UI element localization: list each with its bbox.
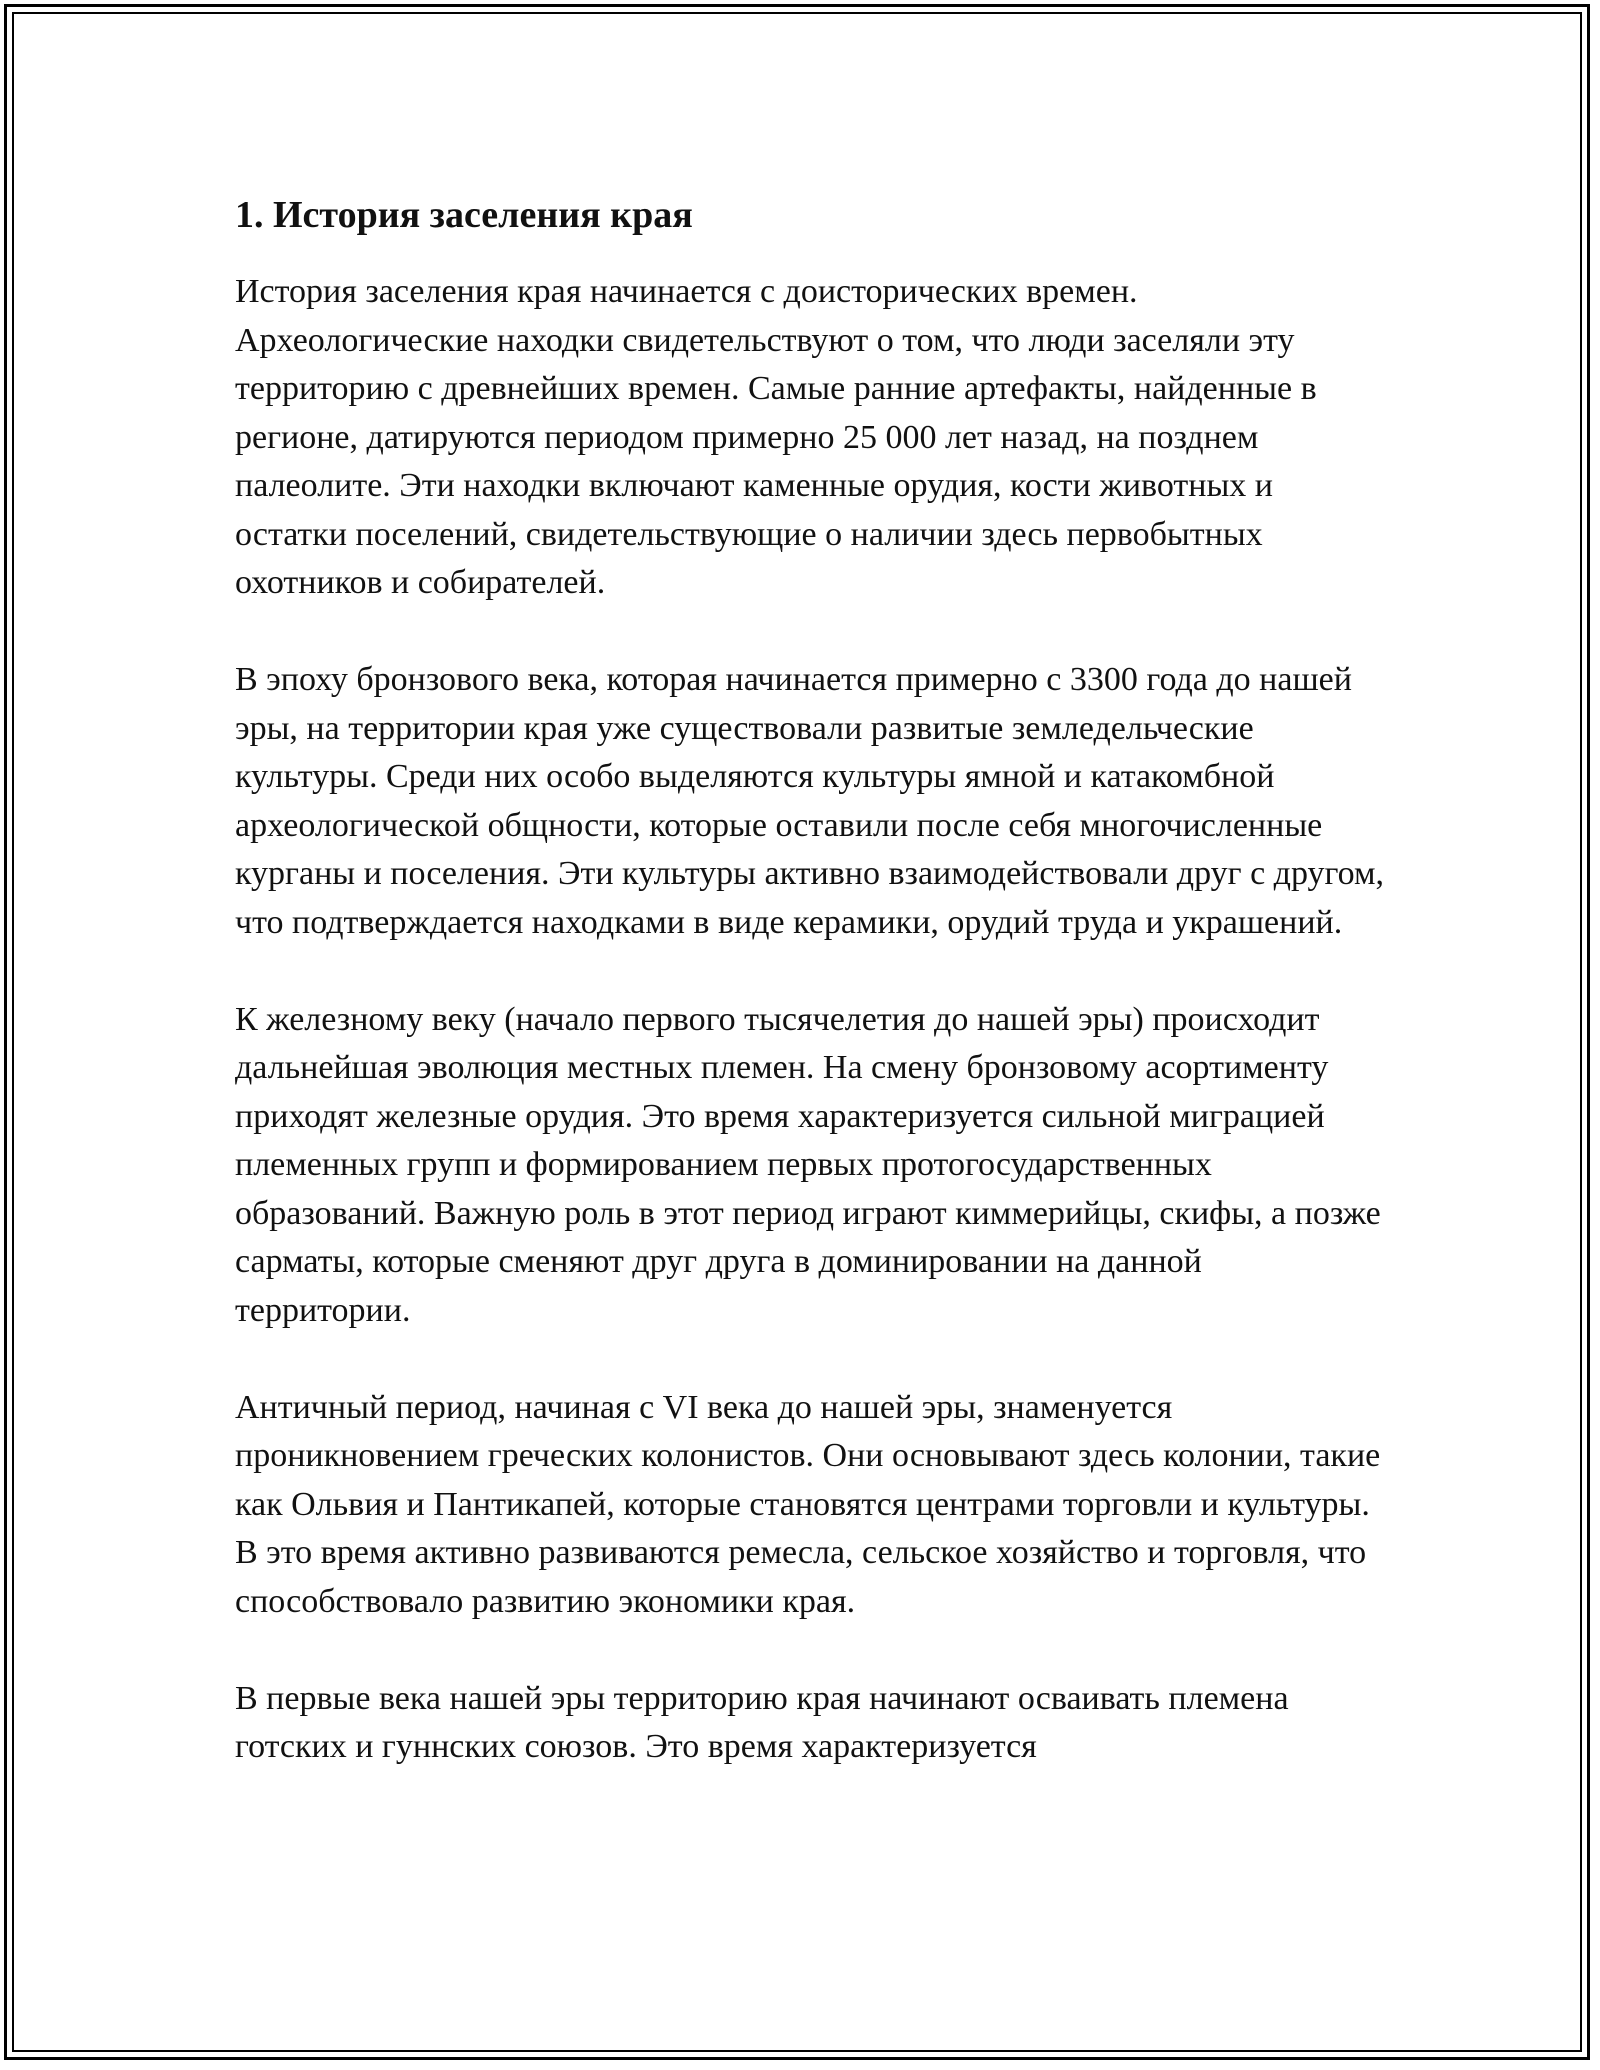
paragraph-3: К железному веку (начало первого тысячелетия до нашей эры) происходит дальнейшая эволюция местных племен. На смену бронзовому асортименту приходят железные орудия. Это время характеризуется сильной миграцией племенных групп и формированием первых протогосударственных образований. Важную роль в этот период играют киммерийцы, скифы, а позже сарматы, которые сменяют друг друга в доминировании на данной территории. [235,1000,1381,1329]
section-heading: 1. История заселения края [235,194,693,236]
paragraph-5: В первые века нашей эры территорию края начинают осваивать племена готских и гуннских союзов. Это время характеризуется [235,1679,1289,1765]
paragraph-1: История заселения края начинается с доисторических времен. Археологические находки свидетельствуют о том, что люди заселяли эту территорию с древнейших времен. Самые ранние артефакты, найденные в регионе, датируются периодом примерно 25 000 лет назад, на позднем палеолите. Эти находки включают каменные орудия, кости животных и остатки поселений, свидетельствующие о наличии здесь первобытных охотников и собирателей. [235,273,1317,601]
paragraph-2: В эпоху бронзового века, которая начинается примерно с 3300 года до нашей эры, на территории края уже существовали развитые земледельческие культуры. Среди них особо выделяются культуры ямной и катакомбной археологической общности, которые оставили после себя многочисленные курганы и поселения. Эти культуры активно взаимодействовали друг с другом, что подтверждается находками в виде керамики, орудий труда и украшений. [235,661,1384,941]
paragraph-4: Античный период, начиная с VI века до нашей эры, знаменуется проникновением греческих колонистов. Они основывают здесь колонии, такие как Ольвия и Пантикапей, которые становятся центрами торговли и культуры. В это время активно развиваются ремесла, сельское хозяйство и торговля, что способствовало развитию экономики края. [235,1388,1381,1620]
document-body [235,182,1385,1772]
